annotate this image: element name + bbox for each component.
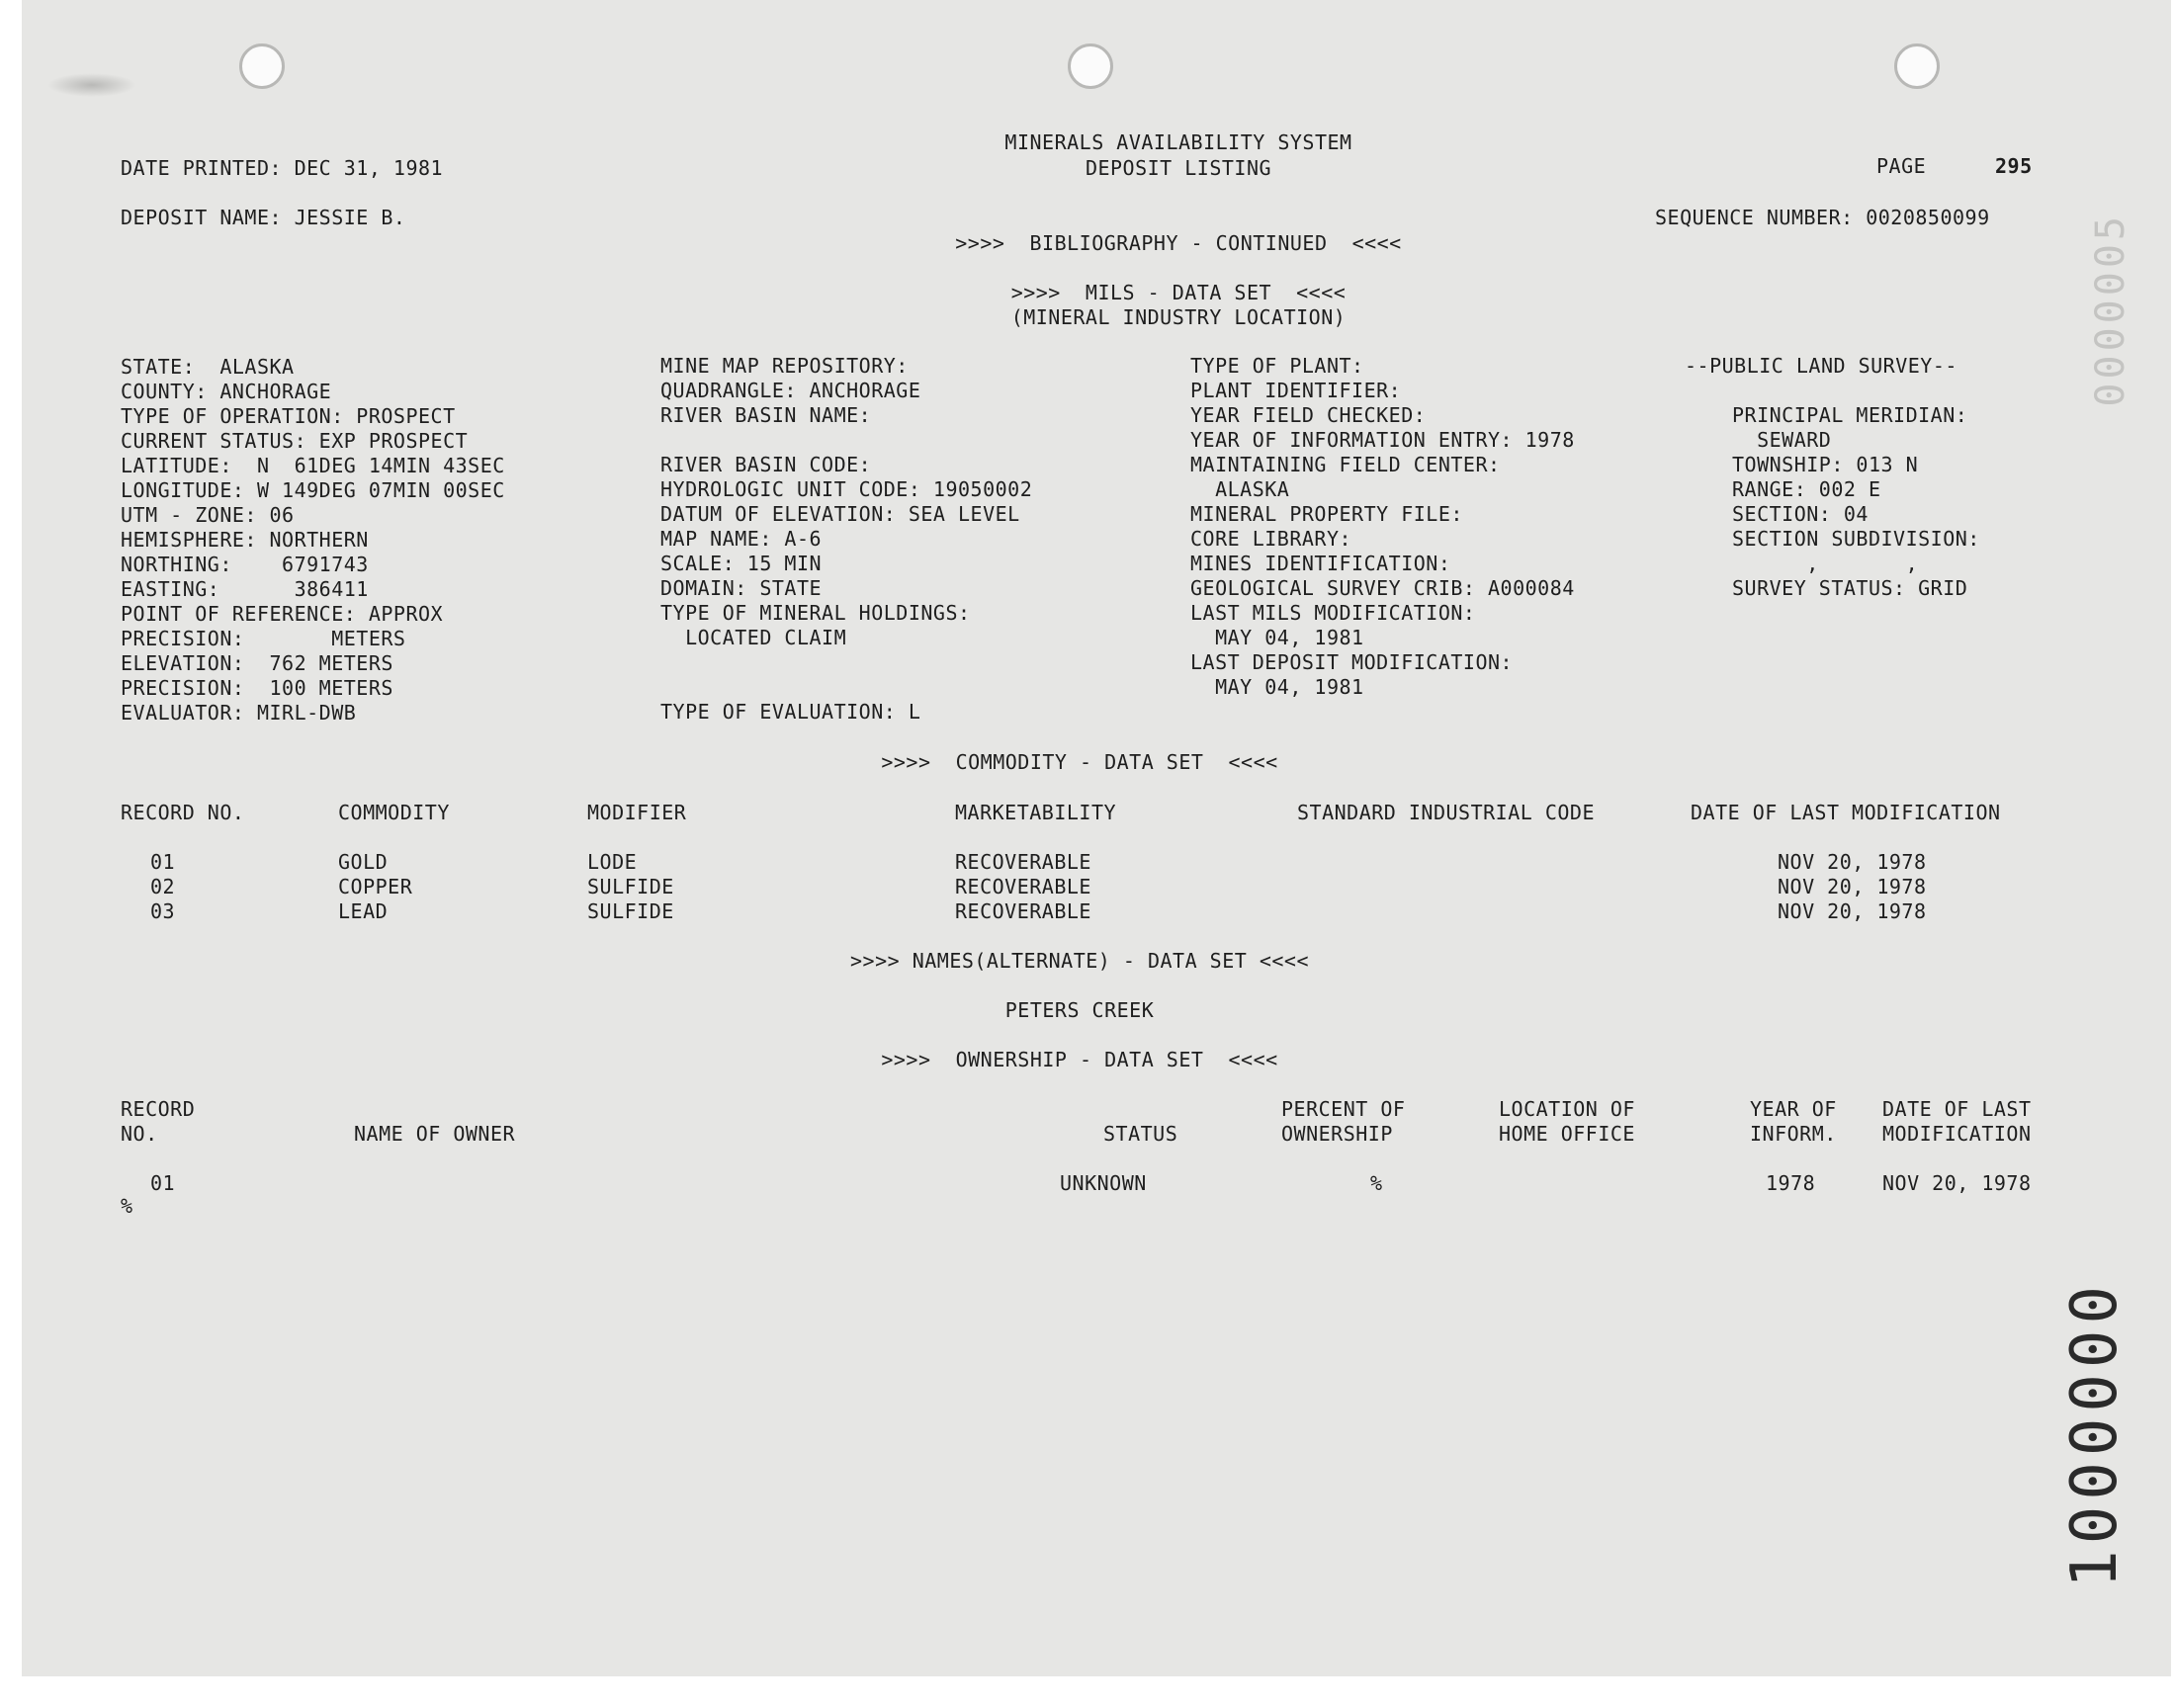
mils-plant-column (1190, 354, 1575, 700)
commodity-header-commodity: COMMODITY (338, 801, 450, 824)
mils-plant-field: MAY 04, 1981 (1190, 626, 1364, 649)
ownership-header-name: NAME OF OWNER (354, 1122, 516, 1146)
mils-plant-field: ALASKA (1190, 477, 1290, 501)
ink-smudge (47, 73, 136, 97)
plss-field: TOWNSHIP: 013 N (1732, 453, 1919, 476)
commodity-cell-modifier: SULFIDE (587, 899, 674, 923)
mils-location-field: EVALUATOR: MIRL-DWB (121, 701, 357, 725)
commodity-cell-record: 03 (150, 899, 176, 923)
ownership-header-year-2: INFORM. (1750, 1122, 1837, 1146)
plss-field: SEWARD (1732, 428, 1832, 452)
mils-plant-field: CORE LIBRARY: (1190, 527, 1352, 551)
ownership-header-location: LOCATION OF (1499, 1097, 1635, 1121)
printout-page (22, 0, 2171, 1676)
ownership-header-status: STATUS (1103, 1122, 1178, 1146)
plss-field: SECTION: 04 (1732, 502, 1869, 526)
mils-map-field: MINE MAP REPOSITORY: (660, 354, 909, 378)
commodity-header-marketability: MARKETABILITY (955, 801, 1117, 824)
margin-ghost-number: 0000005 (2088, 213, 2133, 407)
ownership-header-record: RECORD (121, 1097, 196, 1121)
ownership-header-year: YEAR OF (1750, 1097, 1837, 1121)
commodity-cell-record: 01 (150, 850, 176, 874)
mils-hydrology-field: LOCATED CLAIM (660, 626, 847, 649)
ownership-trailer: % (121, 1194, 133, 1218)
mils-plant-field: MAY 04, 1981 (1190, 675, 1364, 699)
mils-location-field: ELEVATION: 762 METERS (121, 651, 393, 675)
ownership-header-percent: PERCENT OF (1281, 1097, 1406, 1121)
date-printed: DATE PRINTED: DEC 31, 1981 (121, 156, 444, 180)
plss-title: --PUBLIC LAND SURVEY-- (1685, 354, 1958, 378)
mils-location-field: LATITUDE: N 61DEG 14MIN 43SEC (121, 454, 505, 477)
ownership-header-date-2: MODIFICATION (1882, 1122, 2032, 1146)
mils-hydrology-field: DATUM OF ELEVATION: SEA LEVEL (660, 502, 1020, 526)
mils-plant-field: MINERAL PROPERTY FILE: (1190, 502, 1463, 526)
mils-location-field: PRECISION: METERS (121, 627, 406, 650)
commodity-cell-modifier: LODE (587, 850, 638, 874)
mils-location-field: LONGITUDE: W 149DEG 07MIN 00SEC (121, 478, 505, 502)
mils-plant-field: YEAR FIELD CHECKED: (1190, 403, 1427, 427)
commodity-header-sic: STANDARD INDUSTRIAL CODE (1297, 801, 1595, 824)
names-title: >>>> NAMES(ALTERNATE) - DATA SET <<<< (849, 949, 1310, 973)
mils-location-field: NORTHING: 6791743 (121, 553, 369, 576)
binder-hole-left (239, 43, 285, 89)
commodity-title: >>>> COMMODITY - DATA SET <<<< (881, 750, 1278, 774)
ownership-header-percent-2: OWNERSHIP (1281, 1122, 1393, 1146)
plss-field: SECTION SUBDIVISION: (1732, 527, 1980, 551)
commodity-cell-record: 02 (150, 875, 176, 898)
mils-map-field: RIVER BASIN NAME: (660, 403, 872, 427)
mils-location-column (121, 355, 505, 726)
mils-location-field: EASTING: 386411 (121, 577, 369, 601)
mils-hydrology-column (660, 453, 1032, 650)
mils-title: >>>> MILS - DATA SET <<<< (1010, 281, 1347, 304)
mils-location-field: POINT OF REFERENCE: APPROX (121, 602, 444, 626)
sequence-number: SEQUENCE NUMBER: 0020850099 (1655, 206, 1990, 229)
mils-map-column (660, 354, 920, 428)
plss-field: , , (1732, 552, 1919, 575)
commodity-cell-marketability: RECOVERABLE (955, 899, 1091, 923)
mils-location-field: UTM - ZONE: 06 (121, 503, 295, 527)
commodity-cell-date: NOV 20, 1978 (1778, 875, 1927, 898)
mils-plant-field: MAINTAINING FIELD CENTER: (1190, 453, 1501, 476)
margin-frame-number: 1000000 (2058, 1280, 2132, 1588)
mils-location-field: STATE: ALASKA (121, 355, 295, 379)
mils-map-field: QUADRANGLE: ANCHORAGE (660, 379, 921, 402)
mils-hydrology-field: TYPE OF MINERAL HOLDINGS: (660, 601, 971, 625)
alternate-name: PETERS CREEK (1004, 998, 1155, 1022)
ownership-row-date: NOV 20, 1978 (1882, 1171, 2032, 1195)
plss-field: PRINCIPAL MERIDIAN: (1732, 403, 1968, 427)
ownership-row-record: 01 (150, 1171, 176, 1195)
bibliography-title: >>>> BIBLIOGRAPHY - CONTINUED <<<< (955, 231, 1402, 255)
mils-subtitle: (MINERAL INDUSTRY LOCATION) (1010, 305, 1347, 329)
ownership-header-record-no: NO. (121, 1122, 158, 1146)
mils-plant-field: YEAR OF INFORMATION ENTRY: 1978 (1190, 428, 1575, 452)
plss-field: RANGE: 002 E (1732, 477, 1881, 501)
plss-column (1732, 403, 1980, 601)
mils-plant-field: TYPE OF PLANT: (1190, 354, 1364, 378)
mils-plant-field: PLANT IDENTIFIER: (1190, 379, 1402, 402)
deposit-name: DEPOSIT NAME: JESSIE B. (121, 206, 406, 229)
commodity-cell-date: NOV 20, 1978 (1778, 899, 1927, 923)
ownership-header-date: DATE OF LAST (1882, 1097, 2032, 1121)
commodity-cell-commodity: GOLD (338, 850, 389, 874)
commodity-cell-marketability: RECOVERABLE (955, 850, 1091, 874)
page-label: PAGE (1876, 154, 1927, 178)
binder-hole-center (1068, 43, 1113, 89)
mils-location-field: COUNTY: ANCHORAGE (121, 380, 332, 403)
mils-hydrology-field: DOMAIN: STATE (660, 576, 823, 600)
ownership-header-location-2: HOME OFFICE (1499, 1122, 1635, 1146)
mils-hydrology-field: RIVER BASIN CODE: (660, 453, 872, 476)
mils-location-field: HEMISPHERE: NORTHERN (121, 528, 369, 552)
commodity-header-date: DATE OF LAST MODIFICATION (1691, 801, 2001, 824)
commodity-header-record: RECORD NO. (121, 801, 245, 824)
plss-field: SURVEY STATUS: GRID (1732, 576, 1968, 600)
ownership-row-year: 1978 (1766, 1171, 1816, 1195)
system-title: MINERALS AVAILABILITY SYSTEM (1004, 130, 1352, 154)
commodity-cell-commodity: COPPER (338, 875, 413, 898)
ownership-row-percent: % (1370, 1171, 1383, 1195)
mils-location-field: CURRENT STATUS: EXP PROSPECT (121, 429, 469, 453)
mils-plant-field: LAST DEPOSIT MODIFICATION: (1190, 650, 1514, 674)
listing-title: DEPOSIT LISTING (1085, 156, 1272, 180)
mils-location-field: TYPE OF OPERATION: PROSPECT (121, 404, 456, 428)
mils-location-field: PRECISION: 100 METERS (121, 676, 393, 700)
commodity-cell-commodity: LEAD (338, 899, 389, 923)
binder-hole-right (1894, 43, 1940, 89)
type-of-evaluation: TYPE OF EVALUATION: L (660, 700, 921, 724)
page-number: 295 (1995, 154, 2033, 178)
commodity-cell-modifier: SULFIDE (587, 875, 674, 898)
mils-hydrology-field: HYDROLOGIC UNIT CODE: 19050002 (660, 477, 1033, 501)
mils-hydrology-field: SCALE: 15 MIN (660, 552, 823, 575)
mils-plant-field: MINES IDENTIFICATION: (1190, 552, 1451, 575)
mils-plant-field: GEOLOGICAL SURVEY CRIB: A000084 (1190, 576, 1575, 600)
mils-plant-field: LAST MILS MODIFICATION: (1190, 601, 1476, 625)
commodity-header-modifier: MODIFIER (587, 801, 687, 824)
commodity-cell-date: NOV 20, 1978 (1778, 850, 1927, 874)
ownership-row-status: UNKNOWN (1060, 1171, 1147, 1195)
mils-hydrology-field: MAP NAME: A-6 (660, 527, 823, 551)
ownership-title: >>>> OWNERSHIP - DATA SET <<<< (881, 1048, 1278, 1071)
commodity-cell-marketability: RECOVERABLE (955, 875, 1091, 898)
